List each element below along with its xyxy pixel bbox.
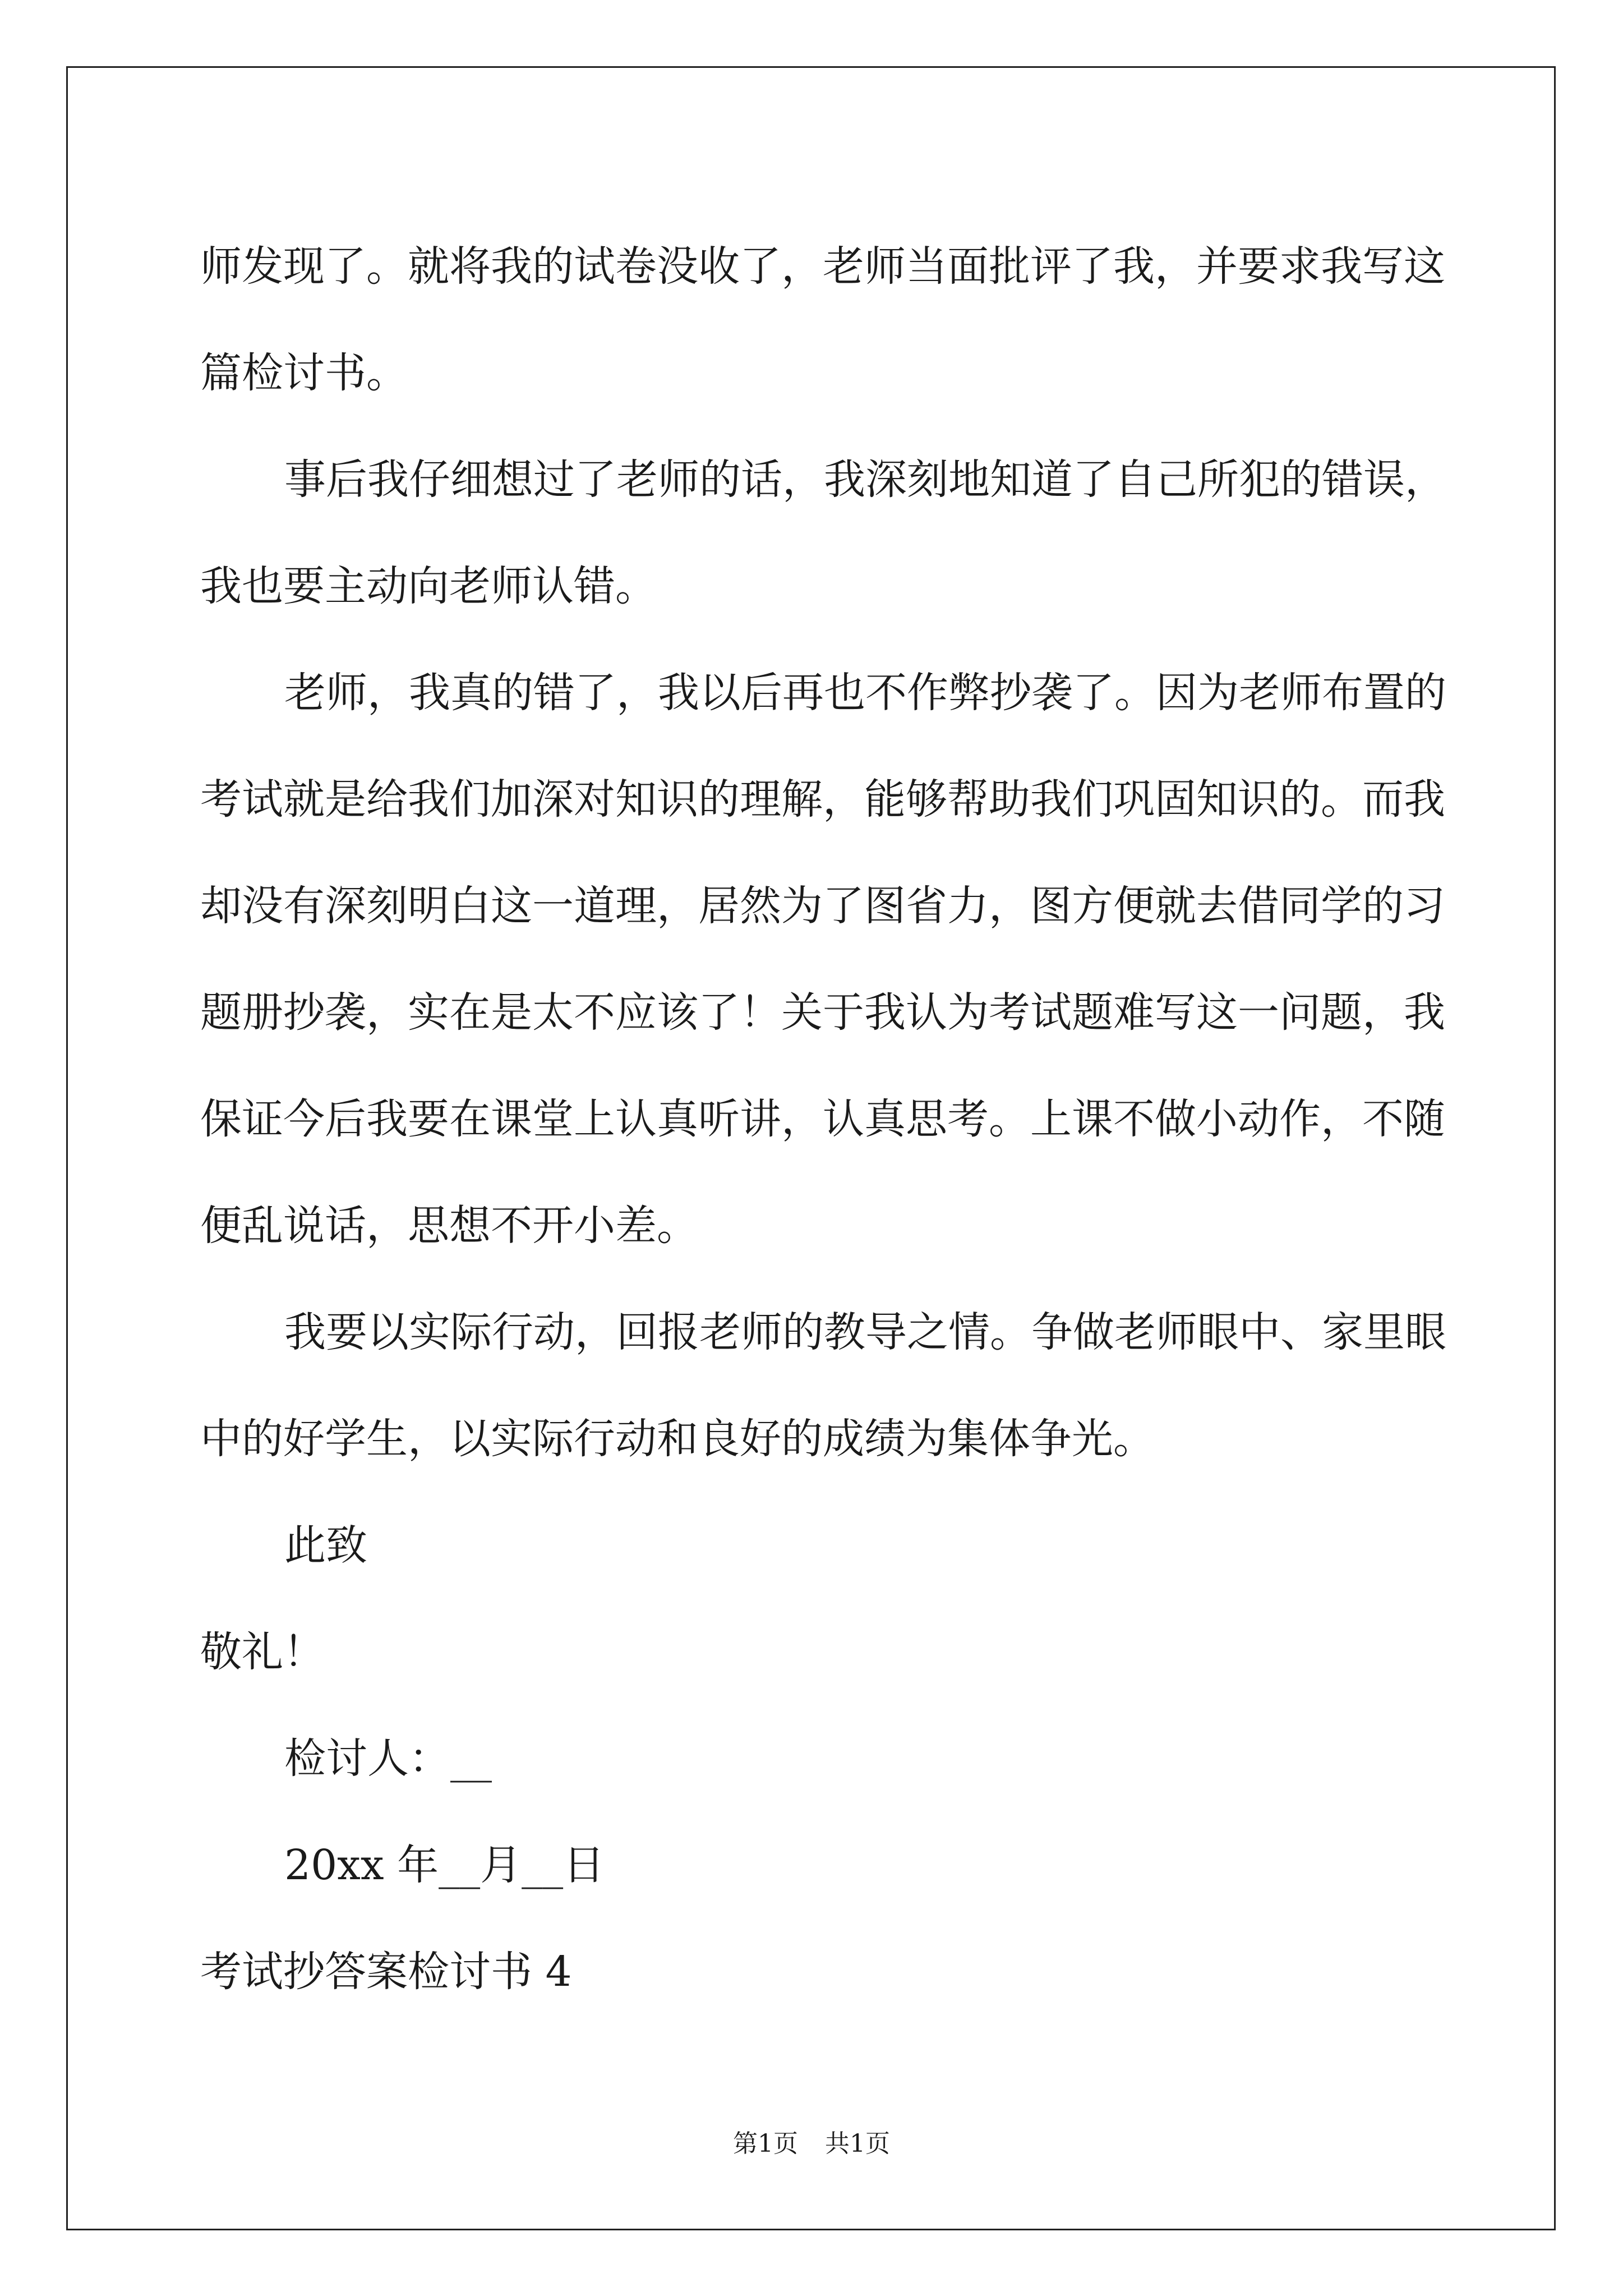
paragraph-line: 题册抄袭，实在是太不应该了！关于我认为考试题难写这一问题，我: [200, 988, 1445, 1037]
paragraph-line: 篇检讨书。: [200, 349, 408, 397]
section-heading: 考试抄答案检讨书 4: [200, 1948, 572, 1996]
paragraph-line: 却没有深刻明白这一道理，居然为了图省力，图方便就去借同学的习: [200, 882, 1445, 930]
salutation-line: 此致: [284, 1521, 367, 1570]
paragraph-line: 便乱说话，思想不开小差。: [200, 1202, 698, 1250]
page-footer: [0, 2127, 1623, 2161]
paragraph-line: 保证今后我要在课堂上认真听讲，认真思考。上课不做小动作，不随: [200, 1095, 1445, 1143]
paragraph-line: 考试就是给我们加深对知识的理解，能够帮助我们巩固知识的。而我: [200, 775, 1445, 823]
paragraph-line: 老师，我真的错了，我以后再也不作弊抄袭了。因为老师布置的: [284, 669, 1446, 717]
page-total: 共1页: [825, 2129, 890, 2158]
signature-line: 检讨人：__: [284, 1734, 492, 1783]
page-current: 第1页: [733, 2129, 798, 2158]
closing-line: 敬礼！: [200, 1628, 325, 1676]
paragraph-line: 我要以实际行动，回报老师的教导之情。争做老师眼中、家里眼: [284, 1308, 1446, 1356]
paragraph-line: 中的好学生，以实际行动和良好的成绩为集体争光。: [200, 1415, 1155, 1463]
paragraph-line: 师发现了。就将我的试卷没收了，老师当面批评了我，并要求我写这: [200, 242, 1445, 291]
paragraph-line: 我也要主动向老师认错。: [200, 562, 657, 610]
date-line: 20xx 年__月__日: [284, 1841, 605, 1889]
paragraph-line: 事后我仔细想过了老师的话，我深刻地知道了自己所犯的错误，: [284, 455, 1446, 504]
document-body: [200, 213, 1446, 2025]
